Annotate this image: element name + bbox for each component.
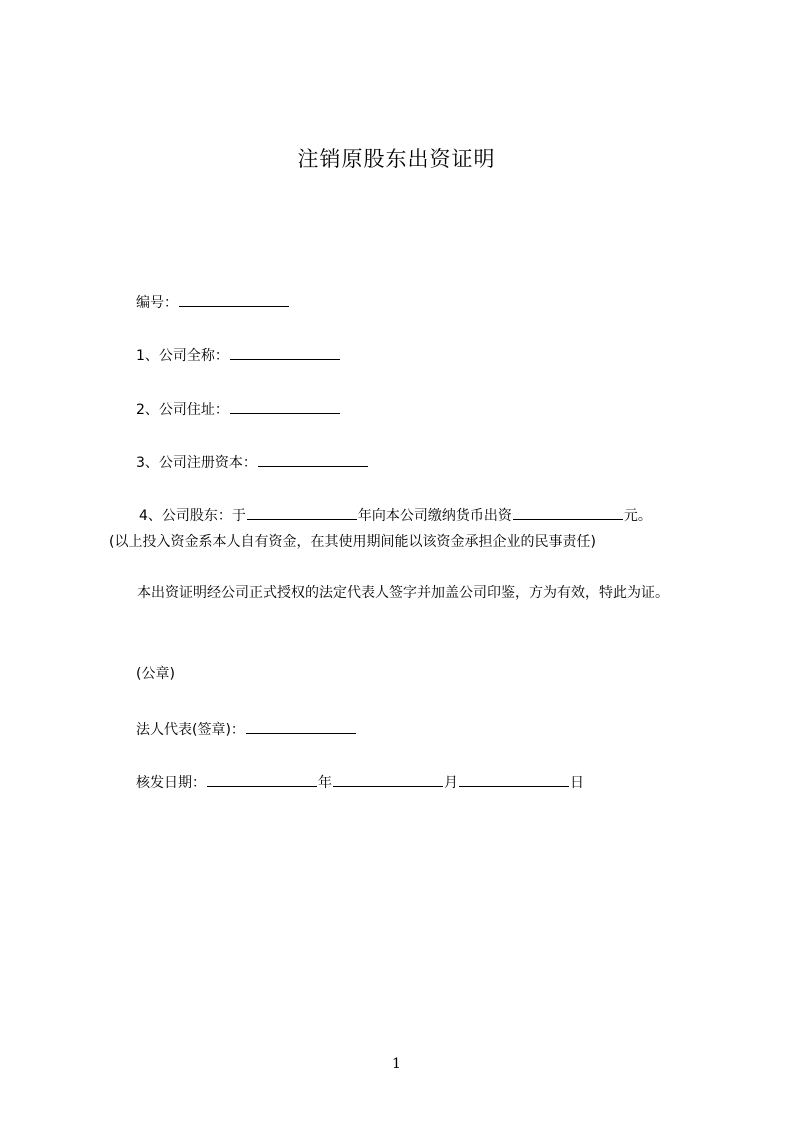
statement-paragraph: 本出资证明经公司正式授权的法定代表人签字并加盖公司印鉴，方为有效，特此为证。 — [137, 585, 669, 601]
funds-note: (以上投入资金系本人自有资金，在其使用期间能以该资金承担企业的民事责任) — [109, 534, 596, 550]
legal-representative-blank — [246, 719, 356, 734]
legal-representative-label: 法人代表(签章)： — [136, 722, 245, 738]
page-number: 1 — [392, 1056, 401, 1072]
company-name-line — [136, 345, 341, 366]
legal-representative-line — [136, 719, 357, 740]
issue-date-label: 核发日期： — [136, 775, 206, 791]
shareholder-amount-blank — [513, 505, 623, 520]
year-label: 年 — [318, 775, 332, 791]
document-title: 注销原股东出资证明 — [297, 147, 496, 171]
month-label: 月 — [444, 775, 458, 791]
registered-capital-blank — [258, 452, 368, 467]
company-name-blank — [230, 345, 340, 360]
shareholder-mid: 年向本公司缴纳货币出资 — [357, 508, 512, 524]
number-line — [136, 292, 290, 313]
shareholder-suffix: 元。 — [623, 508, 652, 524]
number-blank — [179, 292, 289, 307]
company-name-label: 1、公司全称： — [136, 348, 229, 364]
shareholder-year-blank — [247, 505, 357, 520]
issue-month-blank — [333, 772, 443, 787]
issue-day-blank — [459, 772, 569, 787]
issue-date-line — [136, 772, 584, 793]
registered-capital-line — [136, 452, 369, 473]
company-address-label: 2、公司住址： — [136, 402, 229, 418]
company-address-line — [136, 399, 341, 420]
number-label: 编号： — [136, 295, 178, 311]
shareholder-prefix: 4、公司股东：于 — [139, 508, 246, 524]
company-address-blank — [230, 399, 340, 414]
issue-year-blank — [207, 772, 317, 787]
shareholder-line — [139, 505, 652, 526]
day-label: 日 — [570, 775, 584, 791]
registered-capital-label: 3、公司注册资本： — [136, 455, 257, 471]
company-seal: (公章) — [136, 666, 175, 682]
